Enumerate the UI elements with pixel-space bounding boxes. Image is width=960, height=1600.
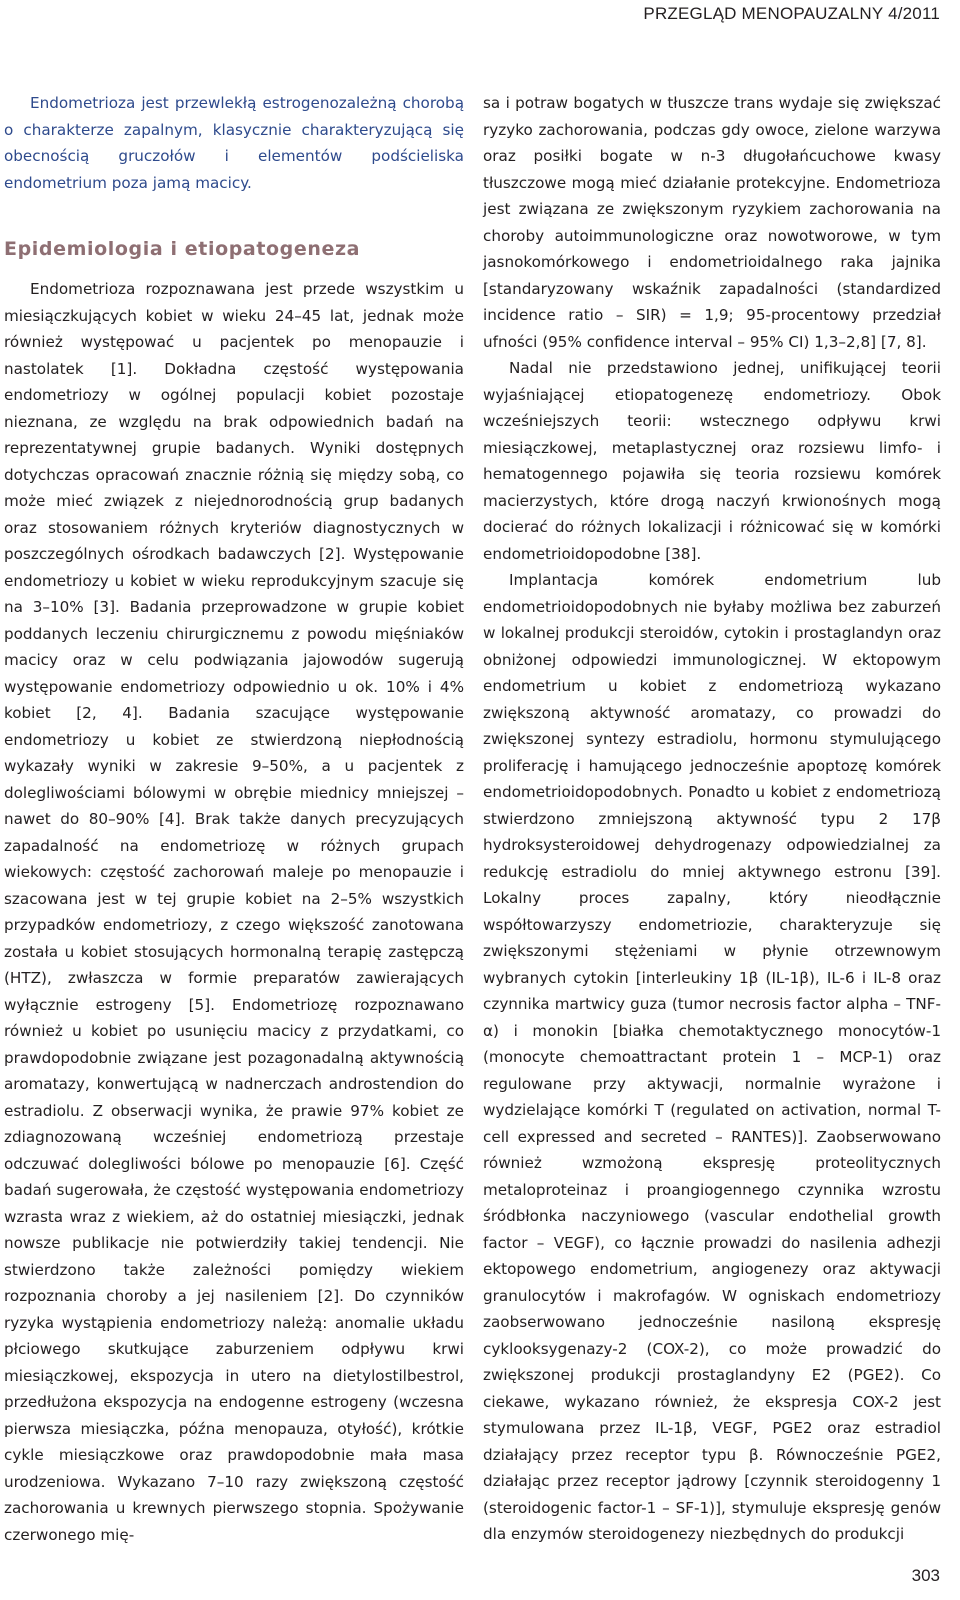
- page-number: 303: [911, 1566, 940, 1585]
- intro-paragraph: Endometrioza jest przewlekłą estrogenozależną chorobą o charakterze zapalnym, klasycznie charakteryzującą się obecnością gruczołów i elementów podścieliska endometrium poza jamą macicy.: [4, 94, 464, 192]
- left-column: [4, 90, 464, 1548]
- body-paragraph: sa i potraw bogatych w tłuszcze trans wydaje się zwiększać ryzyko zachorowania, podczas gdy owoce, zielone warzywa oraz posiłki bogate w n-3 długołańcuchowe kwasy tłuszczowe mogą mieć działanie protekcyjne. Endometrioza jest związana ze zwiększonym ryzykiem zachorowania na choroby autoimmunologiczne oraz nowotworowe, w tym jasnokomórkowego i endometrioidalnego raka jajnika [standaryzowany wskaźnik zapadalności (standardized incidence ratio – SIR) = 1,9; 95-procentowy przedział ufności (95% confidence interval – 95% CI) 1,3–2,8] [7, 8].: [483, 94, 941, 351]
- body-paragraph: Nadal nie przedstawiono jednej, unifikującej teorii wyjaśniającej etiopatogenezę endometriozy. Obok wcześniejszych teorii: wstecznego odpływu krwi miesiączkowej, metaplastycznej oraz rozsiewu limfo- i hematogennego pojawiła się teoria rozsiewu komórek macierzystych, które drogą naczyń krwionośnych mogą docierać do różnych lokalizacji i różnicować się w komórki endometrioidopodobne [38].: [483, 359, 941, 563]
- running-head: PRZEGLĄD MENOPAUZALNY 4/2011: [643, 4, 940, 23]
- body-paragraph: Implantacja komórek endometrium lub endometrioidopodobnych nie byłaby możliwa bez zaburzeń w lokalnej produkcji steroidów, cytokin i prostaglandyn oraz obniżonej odpowiedzi immunologicznej. W ektopowym endometrium u kobiet z endometriozą wykazano zwiększoną aktywność aromatazy, co prowadzi do zwiększonej syntezy estradiolu, hormonu stymulującego proliferację i hamującego jednocześnie apoptozę komórek endometrioidopodobnych. Ponadto u kobiet z endometriozą stwierdzono zmniejszoną aktywność typu 2 17β hydroksysteroidowej dehydrogenazy odpowiedzialnej za redukcję estradiolu do mniej aktywnego estronu [39]. Lokalny proces zapalny, który nieodłącznie współtowarzyszy endometriozie, charakteryzuje się zwiększonymi stężeniami w płynie otrzewnowym wybranych cytokin [interleukiny 1β (IL-1β), IL-6 i IL-8 oraz czynnika martwicy guza (tumor necrosis factor alpha – TNF-α) i monokin [białka chemotaktycznego monocytów-1 (monocyte chemoattractant protein 1 – MCP-1) oraz regulowane przy aktywacji, normalnie wyrażone i wydzielające komórki T (regulated on activation, normal T-cell expressed and secreted – RANTES)]. Zaobserwowano również wzmożoną ekspresję proteolitycznych metaloproteinaz i proangiogennego czynnika wzrostu śródbłonka naczyniowego (vascular endothelial growth factor – VEGF), co łącznie prowadzi do nasilenia adhezji ektopowego endometrium, angiogenezy oraz aktywacji granulocytów i makrofagów. W ogniskach endometriozy zaobserwowano jednocześnie nasiloną ekspresję cyklooksygenazy-2 (COX-2), co może prowadzić do zwiększonej produkcji prostaglandyny E2 (PGE2). Co ciekawe, wykazano również, że ekspresja COX-2 jest stymulowana przez IL-1β, VEGF, PGE2 oraz estradiol działający przez receptor typu β. Równocześnie PGE2, działając przez receptor jądrowy [czynnik steroidogenny 1 (steroidogenic factor-1 – SF-1)], stymuluje ekspresję genów dla enzymów steroidogenezy niezbędnych do produkcji: [483, 571, 941, 1543]
- right-column: [483, 90, 941, 1548]
- body-paragraph: Endometrioza rozpoznawana jest przede wszystkim u miesiączkujących kobiet w wieku 24–45 lat, jednak może również występować u pacjentek po menopauzie i nastolatek [1]. Dokładna częstość występowania endometriozy w ogólnej populacji kobiet pozostaje nieznana, ze względu na brak odpowiednich badań na reprezentatywnej grupie badanych. Wyniki dostępnych dotychczas opracowań znacznie różnią się między sobą, co może mieć związek z niejednorodnością grup badanych oraz stosowaniem różnych kryteriów diagnostycznych w poszczególnych ośrodkach badawczych [2]. Występowanie endometriozy u kobiet w wieku reprodukcyjnym szacuje się na 3–10% [3]. Badania przeprowadzone w grupie kobiet poddanych leczeniu chirurgicznemu z powodu mięśniaków macicy oraz w celu podwiązania jajowodów sugerują występowanie endometriozy odpowiednio u ok. 10% i 4% kobiet [2, 4]. Badania szacujące występowanie endometriozy u kobiet ze stwierdzoną niepłodnością wykazały wyniki w zakresie 9–50%, a u pacjentek z dolegliwościami bólowymi w obrębie miednicy mniejszej – nawet do 80–90% [4]. Brak także danych precyzujących zapadalność na endometriozę w różnych grupach wiekowych: częstość zachorowań maleje po menopauzie i szacowana jest w tej grupie kobiet na 2–5% wszystkich przypadków endometriozy, z czego większość zanotowana została u kobiet stosujących hormonalną terapię zastępczą (HTZ), zwłaszcza w formie preparatów zawierających wyłącznie estrogeny [5]. Endometriozę rozpoznawano również u kobiet po usunięciu macicy z przydatkami, co prawdopodobnie związane jest pozagonadalną aktywnością aromatazy, konwertującą w nadnerczach androstendion do estradiolu. Z obserwacji wynika, że prawie 97% kobiet ze zdiagnozowaną wcześniej endometriozą przestaje odczuwać dolegliwości bólowe po menopauzie [6]. Część badań sugerowała, że częstość występowania endometriozy wzrasta wraz z wiekiem, aż do ostatniej miesiączki, jednak nowsze publikacje nie potwierdziły takiej tendencji. Nie stwierdzono także zależności pomiędzy wiekiem rozpoznania choroby a jej nasileniem [2]. Do czynników ryzyka wystąpienia endometriozy należą: anomalie układu płciowego skutkujące zaburzeniem odpływu krwi miesiączkowej, ekspozycja in utero na dietylostilbestrol, przedłużona ekspozycja na endogenne estrogeny (wczesna pierwsza miesiączka, późna menopauza, otyłość), krótkie cykle miesiączkowe oraz prawdopodobnie mała masa urodzeniowa. Wykazano 7–10 razy zwiększoną częstość zachorowania u krewnych pierwszego stopnia. Spożywanie czerwonego mię-: [4, 280, 464, 1544]
- section-heading: Epidemiologia i etiopatogeneza: [4, 238, 361, 260]
